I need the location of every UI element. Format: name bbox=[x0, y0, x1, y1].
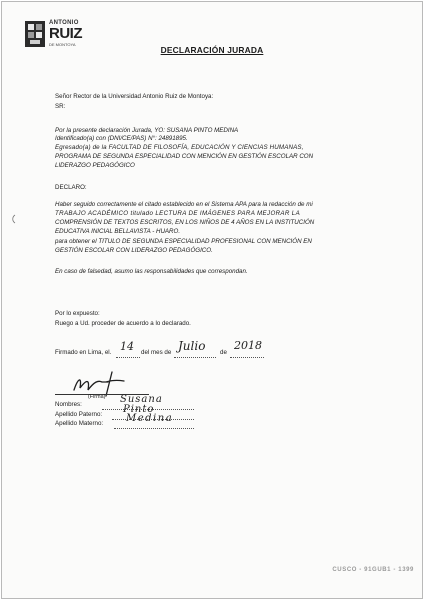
falsedad-statement: En caso de falsedad, asumo las responsabilidades que correspondan. bbox=[55, 268, 248, 275]
firmado-de: de bbox=[220, 349, 227, 356]
document-title: DECLARACIÓN JURADA bbox=[160, 45, 264, 55]
declarant-line: LIDERAZGO PEDAGÓGICO bbox=[55, 162, 135, 169]
firmado-middle: del mes de bbox=[141, 349, 172, 356]
logo-sub-text: DE MONTOYA bbox=[49, 42, 76, 47]
logo-main-text: RUIZ bbox=[49, 25, 82, 42]
apellido-materno-label: Apellido Materno: bbox=[55, 420, 104, 427]
document-page bbox=[1, 1, 423, 599]
body-line: EDUCATIVA INICIAL BELLAVISTA - HUARO. bbox=[55, 228, 181, 235]
firmado-month: Julio bbox=[178, 339, 206, 353]
declarant-line: Egresado(a) de la FACULTAD DE FILOSOFÍA, EDUCACIÓN Y CIENCIAS HUMANAS, bbox=[55, 144, 304, 151]
salutation: SR: bbox=[55, 103, 66, 110]
body-line: COMPRENSIÓN DE TEXTOS ESCRITOS, EN LOS NIÑOS DE 4 AÑOS EN LA INSTITUCIÓN bbox=[55, 219, 315, 226]
nombres-label: Nombres: bbox=[55, 401, 82, 408]
apellido-paterno-label: Apellido Paterno: bbox=[55, 411, 103, 418]
declarant-line: Por la presente declaración Jurada, YO: SUSANA PINTO MEDINA bbox=[55, 127, 239, 134]
materno-underline bbox=[114, 428, 194, 429]
logo-top-text: ANTONIO bbox=[49, 20, 79, 26]
day-underline bbox=[116, 357, 140, 358]
firmado-year: 2018 bbox=[234, 339, 262, 352]
declarant-line: PROGRAMA DE SEGUNDA ESPECIALIDAD CON MENCIÓN EN GESTIÓN ESCOLAR CON bbox=[55, 153, 314, 160]
archive-stamp: CUSCO - 91GUB1 - 1399 bbox=[332, 567, 414, 573]
addressee: Señor Rector de la Universidad Antonio Ruiz de Montoya: bbox=[55, 93, 214, 100]
year-underline bbox=[230, 357, 264, 358]
body-line: GESTIÓN ESCOLAR CON LIDERAZGO PEDAGÓGICO. bbox=[55, 247, 213, 254]
margin-mark bbox=[10, 214, 16, 224]
ruego-statement: Ruego a Ud. proceder de acuerdo a lo declarado. bbox=[55, 320, 191, 327]
firma-label: (Firma) bbox=[88, 394, 106, 400]
nombres-value: Susana bbox=[120, 394, 163, 405]
month-underline bbox=[174, 357, 216, 358]
body-line: Haber seguido correctamente el citado establecido en el Sistema APA para la redacción de mi bbox=[55, 201, 313, 208]
shield-logo-icon bbox=[24, 20, 46, 48]
apellido-paterno-value: Pinto bbox=[123, 404, 155, 415]
declarant-line: Identificado(a) con (DNI/CE/PAS) N°: 24891895. bbox=[55, 135, 188, 142]
firmado-day: 14 bbox=[120, 340, 134, 353]
body-line: para obtener el TITULO DE SEGUNDA ESPECIALIDAD PROFESIONAL CON MENCIÓN EN bbox=[55, 238, 312, 245]
body-line: TRABAJO ACADÉMICO titulado LECTURA DE IMÁGENES PARA MEJORAR LA bbox=[55, 210, 301, 217]
firmado-prefix: Firmado en Lima, el. bbox=[55, 349, 112, 356]
por-lo-expuesto: Por lo expuesto: bbox=[55, 310, 100, 317]
apellido-materno-value: Medina bbox=[126, 413, 174, 424]
declaro-heading: DECLARO: bbox=[55, 184, 87, 191]
